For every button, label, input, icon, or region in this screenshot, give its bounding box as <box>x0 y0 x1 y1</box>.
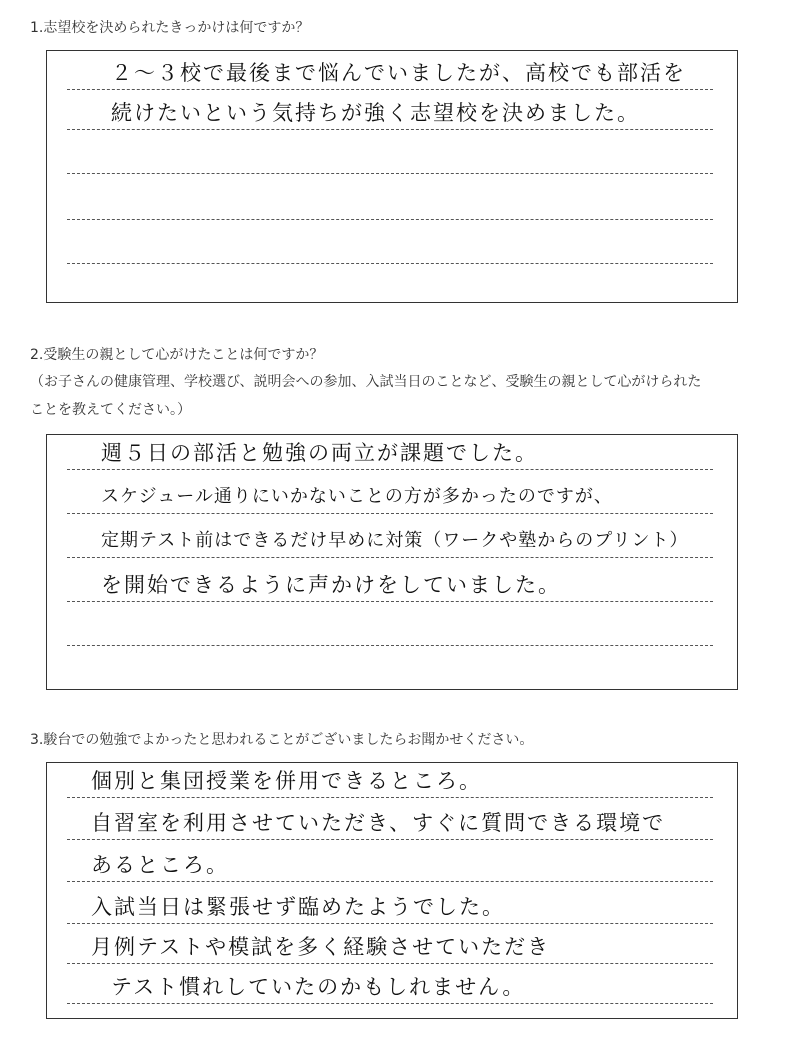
question-1-label: 1.志望校を決められたきっかけは何ですか？ <box>30 20 310 36</box>
answer-text: 月例テストや模試を多く経験させていただき <box>91 935 551 959</box>
question-2-label: 2.受験生の親として心がけたことは何ですか？ <box>30 347 324 363</box>
question-2-note-line-2: ことを教えてください。） <box>30 402 191 418</box>
question-1-answer-box <box>46 50 738 303</box>
question-2-note-line-1: （お子さんの健康管理、学校選び、説明会への参加、入試当日のことなど、受験生の親として心がけられた <box>30 374 702 390</box>
answer-line <box>67 895 713 924</box>
answer-line <box>67 486 713 514</box>
answer-text: 週５日の部活と勉強の両立が課題でした。 <box>101 441 538 465</box>
answer-line <box>67 811 713 840</box>
answer-line <box>67 853 713 882</box>
answer-line <box>67 173 713 174</box>
answer-line <box>67 263 713 264</box>
answer-line <box>67 530 713 558</box>
answer-line <box>67 645 713 646</box>
answer-text: 自習室を利用させていただき、すぐに質問できる環境で <box>91 811 666 835</box>
answer-text: テスト慣れしていたのかもしれません。 <box>111 975 526 999</box>
answer-text: ２～３校で最後まで悩んでいましたが、高校でも部活を <box>111 61 686 85</box>
answer-line <box>67 769 713 798</box>
answer-line <box>67 573 713 602</box>
answer-text: あるところ。 <box>91 853 229 877</box>
question-3-label: 3.駿台での勉強でよかったと思われることがございましたらお聞かせください。 <box>30 732 534 748</box>
answer-text: スケジュール通りにいかないことの方が多かったのですが、 <box>101 486 613 507</box>
question-3-answer-box <box>46 762 738 1019</box>
answer-text: を開始できるように声かけをしていました。 <box>101 573 561 597</box>
answer-text: 入試当日は緊張せず臨めたようでした。 <box>91 895 505 919</box>
answer-line <box>67 61 713 90</box>
answer-line <box>67 441 713 470</box>
answer-line <box>67 935 713 964</box>
answer-text: 定期テスト前はできるだけ早めに対策（ワークや塾からのプリント） <box>101 530 689 551</box>
answer-line <box>67 219 713 220</box>
answer-text: 続けたいという気持ちが強く志望校を決めました。 <box>111 101 640 125</box>
question-2-answer-box <box>46 434 738 690</box>
answer-text: 個別と集団授業を併用できるところ。 <box>91 769 482 793</box>
answer-line <box>67 975 713 1004</box>
answer-line <box>67 101 713 130</box>
